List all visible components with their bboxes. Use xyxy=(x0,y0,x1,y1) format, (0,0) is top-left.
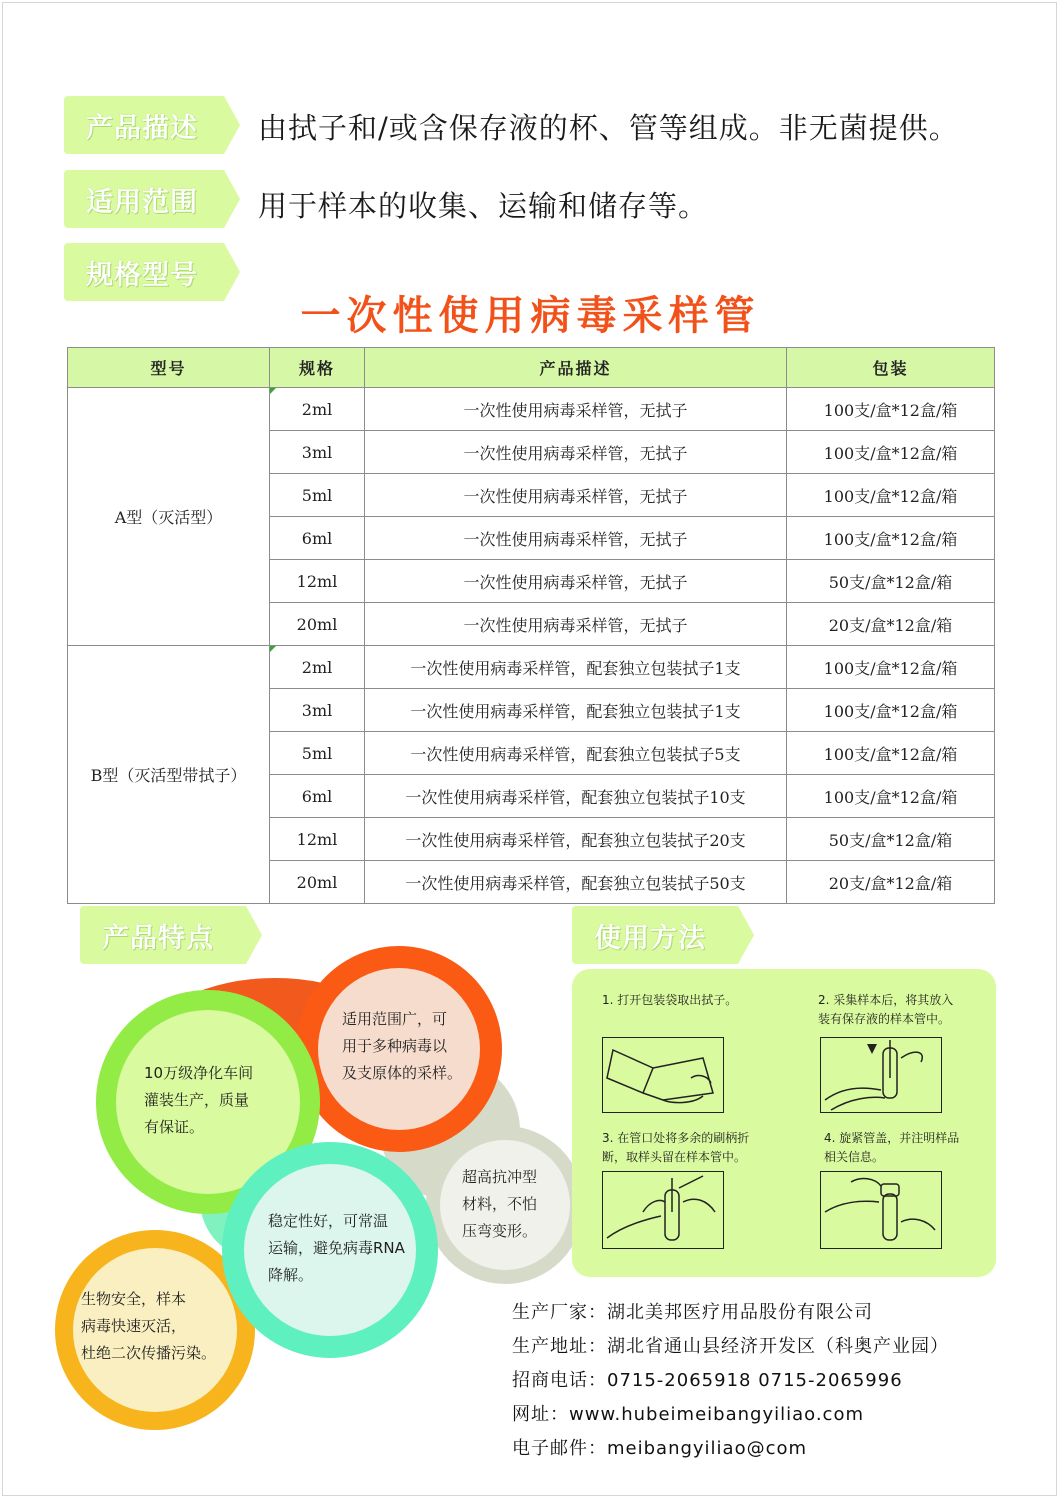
feature-bubble-impact-resistant xyxy=(426,1126,584,1284)
header-type: 型号 xyxy=(68,348,270,388)
tag-label: 规格型号 xyxy=(64,243,224,301)
desc-cell: 一次性使用病毒采样管，无拭子 xyxy=(365,388,787,431)
tighten-cap-icon xyxy=(821,1172,940,1247)
manufacturer: 生产厂家：湖北美邦医疗用品股份有限公司 xyxy=(512,1302,873,1323)
spec-cell: 5ml xyxy=(270,474,365,517)
header-desc: 产品描述 xyxy=(365,348,787,388)
desc-cell: 一次性使用病毒采样管，无拭子 xyxy=(365,603,787,646)
desc-cell: 一次性使用病毒采样管，配套独立包装拭子1支 xyxy=(365,646,787,689)
insert-swab-icon xyxy=(821,1038,940,1111)
feature-text: 稳定性好，可常温 运输，避免病毒RNA 降解。 xyxy=(268,1212,405,1284)
spec-cell: 6ml xyxy=(270,517,365,560)
pack-cell: 50支/盒*12盒/箱 xyxy=(787,818,995,861)
tag-arrow xyxy=(738,906,754,964)
tag-label: 产品描述 xyxy=(64,96,224,154)
feature-bubble-wide-scope xyxy=(296,946,502,1152)
tag-scope xyxy=(64,170,240,228)
website: 网址：www.hubeimeibangyiliao.com xyxy=(512,1404,864,1425)
spec-cell: 6ml xyxy=(270,775,365,818)
table-row xyxy=(68,646,995,689)
desc-cell: 一次性使用病毒采样管，无拭子 xyxy=(365,517,787,560)
bubble-inner xyxy=(73,1248,237,1412)
open-package-icon xyxy=(603,1038,722,1111)
desc-cell: 一次性使用病毒采样管，配套独立包装拭子10支 xyxy=(365,775,787,818)
pack-cell: 100支/盒*12盒/箱 xyxy=(787,689,995,732)
desc-cell: 一次性使用病毒采样管，配套独立包装拭子20支 xyxy=(365,818,787,861)
table-header-row xyxy=(68,348,995,388)
spec-cell: 2ml xyxy=(270,646,365,689)
spec-cell: 2ml xyxy=(270,388,365,431)
header-spec: 规格 xyxy=(270,348,365,388)
spec-cell: 20ml xyxy=(270,603,365,646)
pack-cell: 50支/盒*12盒/箱 xyxy=(787,560,995,603)
tag-arrow xyxy=(224,96,240,154)
desc-cell: 一次性使用病毒采样管，无拭子 xyxy=(365,474,787,517)
tag-label: 使用方法 xyxy=(572,906,738,964)
tag-features xyxy=(80,906,262,964)
table-row xyxy=(68,388,995,431)
pack-cell: 100支/盒*12盒/箱 xyxy=(787,388,995,431)
type-cell: B型（灭活型带拭子） xyxy=(68,646,270,904)
pack-cell: 100支/盒*12盒/箱 xyxy=(787,775,995,818)
break-handle-icon xyxy=(603,1172,722,1247)
step-4-illustration xyxy=(820,1171,942,1249)
pack-cell: 20支/盒*12盒/箱 xyxy=(787,861,995,904)
tag-product-description xyxy=(64,96,240,154)
feature-text: 超高抗冲型 材料，不怕 压弯变形。 xyxy=(462,1168,538,1240)
spec-cell: 5ml xyxy=(270,732,365,775)
bubble-inner xyxy=(244,1164,416,1336)
type-cell: A型（灭活型） xyxy=(68,388,270,646)
cell-corner-mark xyxy=(270,388,276,394)
tag-label: 适用范围 xyxy=(64,170,224,228)
spec-cell: 3ml xyxy=(270,431,365,474)
desc-cell: 一次性使用病毒采样管，无拭子 xyxy=(365,431,787,474)
cell-corner-mark xyxy=(270,646,276,652)
usage-method-panel xyxy=(572,969,996,1277)
pack-cell: 100支/盒*12盒/箱 xyxy=(787,474,995,517)
feature-text: 适用范围广，可 用于多种病毒以 及支原体的采样。 xyxy=(342,1010,463,1082)
email: 电子邮件：meibangyiliao@com xyxy=(512,1438,808,1459)
step-1-illustration xyxy=(602,1037,724,1113)
desc-cell: 一次性使用病毒采样管，无拭子 xyxy=(365,560,787,603)
tag-arrow xyxy=(246,906,262,964)
spec-cell: 12ml xyxy=(270,818,365,861)
desc-cell: 一次性使用病毒采样管，配套独立包装拭子50支 xyxy=(365,861,787,904)
header-pack: 包装 xyxy=(787,348,995,388)
spec-table xyxy=(67,347,995,904)
address: 生产地址：湖北省通山县经济开发区（科奥产业园） xyxy=(512,1336,949,1357)
desc-cell: 一次性使用病毒采样管，配套独立包装拭子1支 xyxy=(365,689,787,732)
pack-cell: 100支/盒*12盒/箱 xyxy=(787,646,995,689)
feature-text: 生物安全，样本 病毒快速灭活， 杜绝二次传播污染。 xyxy=(81,1290,217,1362)
feature-text: 10万级净化车间 灌装生产，质量 有保证。 xyxy=(144,1064,254,1136)
tag-arrow xyxy=(224,170,240,228)
tag-label: 产品特点 xyxy=(80,906,246,964)
pack-cell: 100支/盒*12盒/箱 xyxy=(787,517,995,560)
tag-usage xyxy=(572,906,754,964)
spec-cell: 3ml xyxy=(270,689,365,732)
step-2-text: 2. 采集样本后，将其放入 装有保存液的样本管中。 xyxy=(818,993,954,1026)
step-1-text: 1. 打开包装袋取出拭子。 xyxy=(602,993,738,1007)
phone: 招商电话：0715-2065918 0715-2065996 xyxy=(512,1370,903,1391)
spec-cell: 20ml xyxy=(270,861,365,904)
pack-cell: 100支/盒*12盒/箱 xyxy=(787,431,995,474)
step-2-illustration xyxy=(820,1037,942,1113)
pack-cell: 100支/盒*12盒/箱 xyxy=(787,732,995,775)
scope-text: 用于样本的收集、运输和储存等。 xyxy=(258,189,709,223)
main-title: 一次性使用病毒采样管 xyxy=(300,293,761,339)
feature-bubble-stability xyxy=(222,1142,438,1358)
step-3-illustration xyxy=(602,1171,724,1249)
pack-cell: 20支/盒*12盒/箱 xyxy=(787,603,995,646)
bubble-inner xyxy=(440,1140,570,1270)
spec-cell: 12ml xyxy=(270,560,365,603)
description-text: 由拭子和/或含保存液的杯、管等组成。非无菌提供。 xyxy=(258,111,959,145)
step-3-text: 3. 在管口处将多余的刷柄折 断，取样头留在样本管中。 xyxy=(602,1131,750,1164)
bubble-inner xyxy=(318,968,480,1130)
desc-cell: 一次性使用病毒采样管，配套独立包装拭子5支 xyxy=(365,732,787,775)
step-4-text: 4. 旋紧管盖，并注明样品 相关信息。 xyxy=(824,1131,960,1164)
